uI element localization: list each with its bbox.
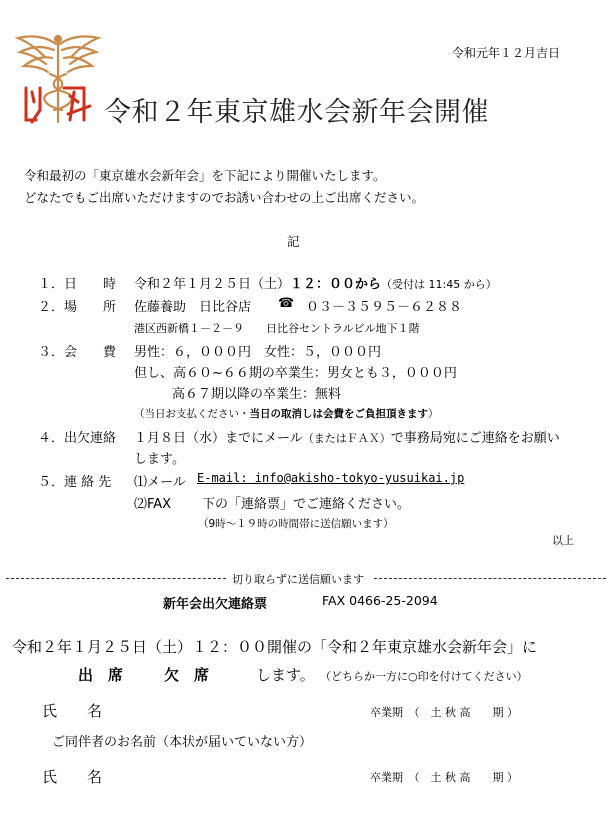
cut-line-right	[374, 578, 606, 579]
cut-line-left	[6, 578, 226, 579]
item-rsvp-label: ４．出欠連絡	[38, 431, 117, 446]
issue-date: 令和元年１２月吉日	[452, 46, 561, 60]
rsvp-line1c: で事務局宛にご連絡をお願い	[390, 431, 560, 446]
contact-note: （9時～１９時の時間帯に送信願います）	[198, 518, 394, 530]
item-fee-label: ３．会 費	[38, 345, 117, 360]
item-place-phone: ０３－３５９５－６２８８	[306, 300, 463, 315]
date-time: １２：００から	[290, 277, 382, 292]
item-place-label: ２．場 所	[38, 300, 117, 315]
name-label-2: 氏 名	[42, 768, 103, 786]
absent-option[interactable]: 欠 席	[164, 666, 210, 684]
contact-mail-label: ⑴メール	[134, 475, 186, 490]
contact-fax-label: ⑵FAX	[134, 497, 172, 512]
form-shimasu: します。	[256, 666, 315, 684]
contact-fax-text: 下の「連絡票」でご連絡ください。	[202, 497, 411, 512]
date-prefix: 令和２年１月２５日（土）	[134, 277, 291, 292]
item-fee-line-3: 高６７期以降の卒業生：無料	[172, 387, 342, 402]
item-place-name: 佐藤養助 日比谷店	[134, 300, 252, 315]
item-rsvp-line-2: します。	[134, 452, 185, 467]
item-contact-label: ５．連 絡 先	[38, 475, 112, 490]
fee-note-b: 当日の取消しは会費をご負担頂きます	[249, 408, 428, 420]
contact-email-link[interactable]: E-mail: info@akisho-tokyo-yusuikai.jp	[197, 471, 465, 485]
form-event-line: 令和２年１月２５日（土）１２：００開催の「令和２年東京雄水会新年会」に	[12, 638, 538, 656]
item-fee-note	[134, 406, 439, 421]
logo	[14, 30, 102, 130]
fee-note-c: ）	[428, 408, 439, 420]
date-note: （受付は 11:45 から）	[381, 278, 497, 291]
rsvp-line1a: １月８日（水）までにメール	[134, 431, 303, 446]
cut-instruction: 切り取らずに送信願います	[232, 573, 364, 586]
fee-note-a: （当日お支払ください・	[134, 408, 250, 420]
item-date-value	[134, 273, 497, 292]
companion-label: ご同伴者のお名前（本状が届いていない方）	[52, 735, 313, 750]
item-fee-line-2: 但し、高６０~６６期の卒業生：男女とも３，０００円	[134, 366, 457, 381]
form-fax-number: FAX 0466-25-2094	[322, 593, 438, 608]
caduceus-wing-logo-icon	[14, 30, 102, 130]
grad-label-1[interactable]: 卒業期 （ 土 秋 高 期 ）	[370, 706, 518, 719]
page-title: 令和２年東京雄水会新年会開催	[104, 97, 489, 128]
item-place-address: 港区西新橋１－２－９ 日比谷セントラルビル地下１階	[134, 322, 420, 335]
grad-label-2[interactable]: 卒業期 （ 土 秋 高 期 ）	[370, 771, 518, 784]
form-instruction: （どちらか一方に○印を付けてください）	[320, 670, 528, 683]
intro-line-1: 令和最初の「東京雄水会新年会」を下記により開催いたします。	[24, 168, 386, 183]
attend-option[interactable]: 出 席	[78, 666, 124, 684]
telephone-icon: ☎	[278, 296, 295, 311]
ijo-closing: 以上	[552, 534, 574, 547]
item-fee-line-1: 男性：６，０００円 女性：５，０００円	[134, 345, 382, 360]
intro-line-2: どなたでもご出席いただけますのでお誘い合わせの上ご出席ください。	[24, 190, 425, 205]
name-label-1: 氏 名	[42, 702, 103, 720]
ki-heading: 記	[287, 234, 300, 249]
item-date-label: １．日 時	[38, 277, 117, 292]
form-title: 新年会出欠連絡票	[163, 597, 268, 612]
rsvp-line1b: （またはＦＡＸ）	[302, 432, 391, 445]
item-rsvp-line-1	[134, 427, 560, 446]
